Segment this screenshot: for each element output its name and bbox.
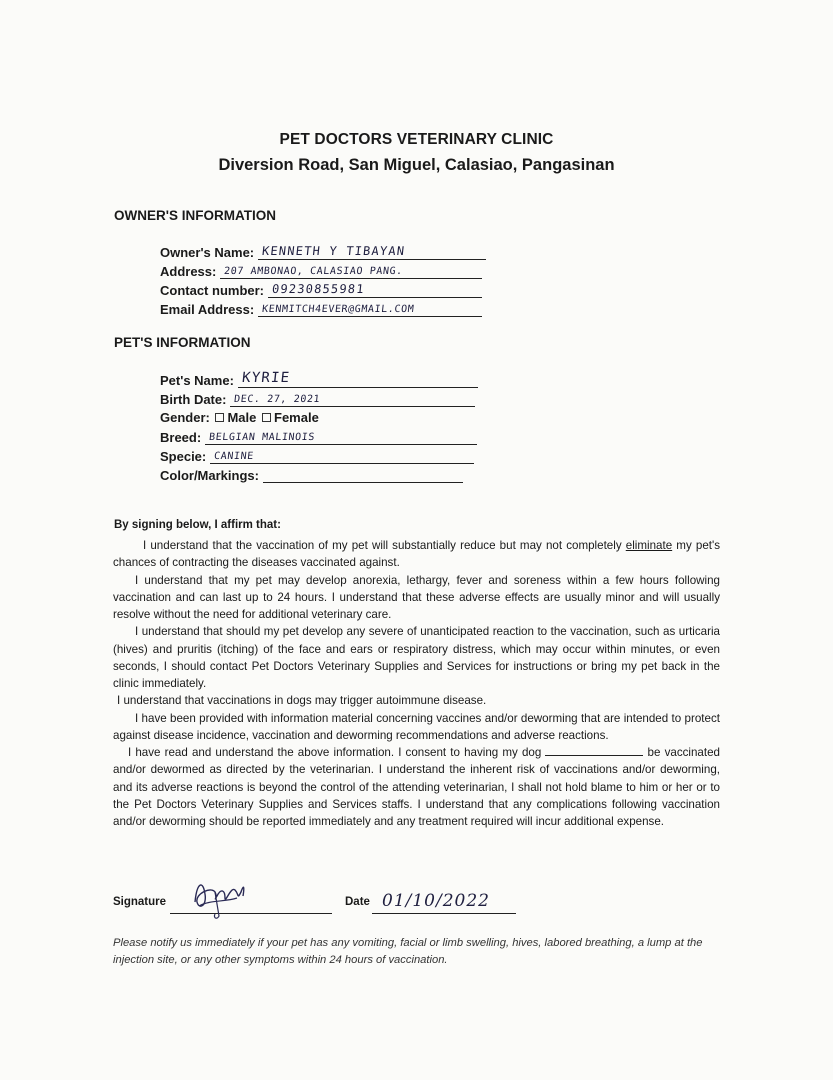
owner-contact-label: Contact number: <box>160 283 264 298</box>
owner-name-value: KENNETH Y TIBAYAN <box>261 244 406 258</box>
pet-gender-label: Gender: <box>160 410 210 425</box>
owner-address-value: 207 AMBONAO, CALASIAO PANG. <box>223 266 404 277</box>
aftercare-note: Please notify us immediately if your pet has any vomiting, facial or limb swelling, hives, labored breathing, a lump at the injection site, or any other symptoms within 24 hours of vaccination. <box>113 937 703 966</box>
clinic-name: PET DOCTORS VETERINARY CLINIC <box>279 131 554 148</box>
pet-specie-label: Specie: <box>160 449 207 464</box>
pet-specie-field <box>160 448 474 464</box>
pet-birth-field <box>160 391 475 407</box>
affirmation-body <box>113 537 720 830</box>
affirmation-paragraph: I understand that my pet may develop anorexia, lethargy, fever and soreness within a few hours following vaccination and can last up to 24 hours. I understand that these adverse effects are usually minor and will usually resolve without the need for additional veterinary care. <box>113 573 720 621</box>
owner-name-field <box>160 244 486 260</box>
owner-email-field <box>160 301 482 317</box>
pet-name-label: Pet's Name: <box>160 373 234 388</box>
gender-female-checkbox[interactable] <box>262 413 271 422</box>
affirmation-paragraph: I understand that vaccinations in dogs may trigger autoimmune disease. <box>117 694 487 708</box>
pet-gender-field <box>160 410 319 425</box>
owner-contact-value: 09230855981 <box>270 282 366 296</box>
owner-email-label: Email Address: <box>160 302 255 317</box>
pet-specie-value: CANINE <box>213 451 255 462</box>
pet-section-title: PET'S INFORMATION <box>114 335 251 350</box>
pet-breed-label: Breed: <box>160 430 202 445</box>
pet-name-field <box>160 372 478 388</box>
date-label: Date <box>345 896 370 908</box>
gender-male-label: Male <box>227 410 257 425</box>
owner-email-value: KENMITCH4EVER@GMAIL.COM <box>261 304 415 315</box>
owner-name-label: Owner's Name: <box>160 245 255 260</box>
affirmation-paragraph: I have read and understand the above information. I consent to having my dog be vaccinated and/or dewormed as directed by the veterinarian. I understand the inherent risk of vaccinations and/or deworming, and its adverse reactions is beyond the control of the attending veterinarian, I shall not hold blame to him or her or to the Pet Doctors Veterinary Supplies and Services staffs. I understand that any complications following vaccination and/or deworming should be reported immediately and any treatment required will incur additional expense. <box>113 746 720 828</box>
owner-address-field <box>160 263 482 279</box>
pet-color-label: Color/Markings: <box>160 468 259 483</box>
gender-female-label: Female <box>274 410 319 425</box>
dog-name-blank[interactable] <box>545 745 643 756</box>
affirmation-paragraph: I have been provided with information material concerning vaccines and/or deworming that are intended to protect against disease incidence, vaccination and deworming recommendations and adverse reactions. <box>113 711 720 742</box>
pet-breed-field <box>160 429 477 445</box>
clinic-address: Diversion Road, San Miguel, Calasiao, Pangasinan <box>218 156 615 174</box>
date-value: 01/10/2022 <box>382 891 490 911</box>
pet-breed-value: BELGIAN MALINOIS <box>208 432 316 443</box>
pet-name-value: KYRIE <box>240 370 291 386</box>
pet-color-field <box>160 467 463 483</box>
owner-contact-field <box>160 282 482 298</box>
pet-birth-label: Birth Date: <box>160 392 227 407</box>
signature-label: Signature <box>113 896 167 908</box>
affirmation-title: By signing below, I affirm that: <box>114 519 281 531</box>
owner-section-title: OWNER'S INFORMATION <box>114 208 276 223</box>
owner-address-label: Address: <box>160 264 217 279</box>
affirmation-paragraph: I understand that the vaccination of my pet will substantially reduce but may not completely eliminate my pet's chances of contracting the diseases vaccinated against. <box>113 539 720 570</box>
eliminate-underlined: eliminate <box>625 539 673 552</box>
gender-male-checkbox[interactable] <box>215 413 224 422</box>
affirmation-paragraph: I understand that should my pet develop any severe of unanticipated reaction to the vaccination, such as urticaria (hives) and pruritis (itching) of the face and ears or respiratory distress, which may occur within minutes, or even seconds, I should contact Pet Doctors Veterinary Supplies and Services for instructions or bring my pet back in the clinic immediately. <box>113 625 720 690</box>
pet-birth-value: DEC. 27, 2021 <box>233 394 321 405</box>
handwritten-signature <box>185 872 255 920</box>
